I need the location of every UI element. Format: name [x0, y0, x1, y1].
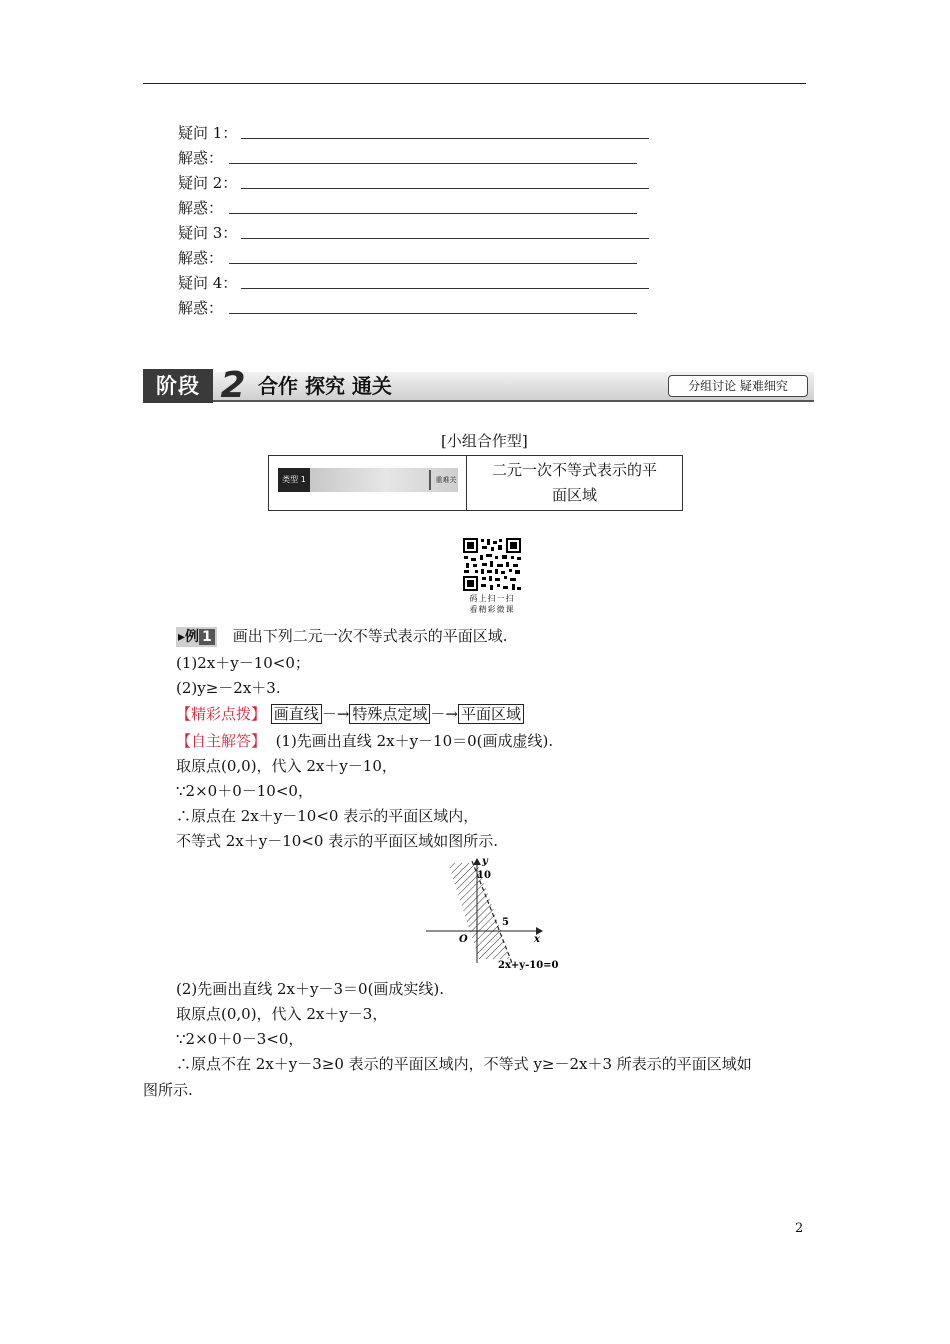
solution-line: 图所示.: [143, 1081, 193, 1099]
type-box: [268, 455, 683, 511]
solution-line: ∴原点在 2x＋y－10<0 表示的平面区域内，: [176, 807, 479, 825]
y-axis-label: y: [482, 856, 488, 867]
qa-label: 解惑：: [178, 299, 224, 317]
qa-blank-line: [241, 138, 649, 139]
qa-label: 解惑：: [178, 199, 224, 217]
solution-line: ∵2×0＋0－10<0，: [176, 782, 313, 800]
tip-step: 特殊点定域: [349, 704, 430, 724]
stage-title: 合作 探究 通关: [258, 374, 392, 398]
qa-blank-line: [229, 163, 637, 164]
qa-blank-line: [241, 288, 649, 289]
qa-label: 解惑：: [178, 149, 224, 167]
example-item: (1)2x＋y－10<0；: [176, 654, 310, 672]
tip-arrow: －→: [321, 705, 350, 723]
answer-first: (1)先画出直线 2x＋y－10＝0(画成虚线).: [275, 732, 554, 750]
qa-blank-line: [229, 313, 637, 314]
type-box-left: [269, 456, 467, 510]
type-title-line: 二元一次不等式表示的平: [491, 461, 657, 479]
qa-blank-line: [229, 263, 637, 264]
region-figure-svg: [420, 855, 570, 975]
example-prompt: 画出下列二元一次不等式表示的平面区域.: [232, 627, 508, 645]
example-prompt-line: [176, 626, 508, 647]
answer-label: 【自主解答】: [176, 732, 267, 750]
x-tick-label: 5: [502, 917, 509, 928]
qr-caption: 码上扫一扫: [469, 594, 515, 603]
region-figure: [420, 855, 570, 975]
stage-word: 阶段: [143, 369, 213, 403]
qr-code[interactable]: [462, 537, 522, 592]
stage-tag: 分组讨论 疑难细究: [668, 375, 808, 397]
type-tag: 类型 1: [278, 468, 310, 492]
type-end-label: 重难关: [435, 476, 457, 484]
solution-line: ∵2×0＋0－3<0，: [176, 1030, 304, 1048]
qa-label: 疑问 3：: [178, 224, 238, 242]
header-rule: [143, 83, 806, 84]
solution-line: (2)先画出直线 2x＋y－3＝0(画成实线).: [176, 980, 445, 998]
qa-blank-line: [241, 188, 649, 189]
tip-arrow: －→: [430, 705, 458, 723]
solution-line: 取原点(0,0)，代入 2x＋y－3，: [176, 1005, 388, 1023]
page-number: 2: [795, 1221, 804, 1236]
qr-caption: 看精彩微课: [469, 605, 515, 614]
example-item: (2)y≥－2x＋3.: [176, 679, 281, 697]
y-axis-arrow: [473, 858, 481, 865]
solution-line: 不等式 2x＋y－10<0 表示的平面区域如图所示.: [176, 832, 498, 850]
qa-label: 疑问 2：: [178, 174, 238, 192]
type-separator: [429, 470, 431, 490]
stage-number: 2: [220, 365, 246, 406]
x-axis-label: x: [534, 934, 540, 945]
section-heading: [小组合作型]: [441, 432, 528, 450]
solution-line: 取原点(0,0)，代入 2x＋y－10，: [176, 757, 397, 775]
type-title: [467, 456, 682, 512]
qr-code-image: [462, 537, 522, 592]
stage-banner: [143, 365, 814, 406]
example-badge-number: 1: [199, 629, 215, 645]
qa-blank-line: [229, 213, 637, 214]
line-equation-label: 2x+y-10=0: [498, 960, 559, 971]
example-badge: ▸例 1: [176, 627, 217, 647]
tip-step: 平面区域: [458, 704, 524, 724]
origin-label: O: [459, 934, 468, 945]
qa-blank-line: [241, 238, 649, 239]
answer-line: [176, 731, 553, 751]
type-title-line: 面区域: [551, 486, 597, 504]
qa-label: 疑问 1：: [178, 124, 238, 142]
tip-step: 画直线: [271, 704, 322, 724]
example-badge-word: 例: [185, 629, 200, 645]
solution-line: ∴原点不在 2x＋y－3≥0 表示的平面区域内，不等式 y≥－2x＋3 所表示的平面区域如: [176, 1055, 752, 1073]
tip-label: 【精彩点拨】: [176, 705, 267, 723]
type-bar: [278, 468, 458, 492]
qa-label: 疑问 4：: [178, 274, 238, 292]
y-tick-label: 10: [477, 870, 491, 881]
tip-line: [176, 704, 524, 724]
qa-label: 解惑：: [178, 249, 224, 267]
